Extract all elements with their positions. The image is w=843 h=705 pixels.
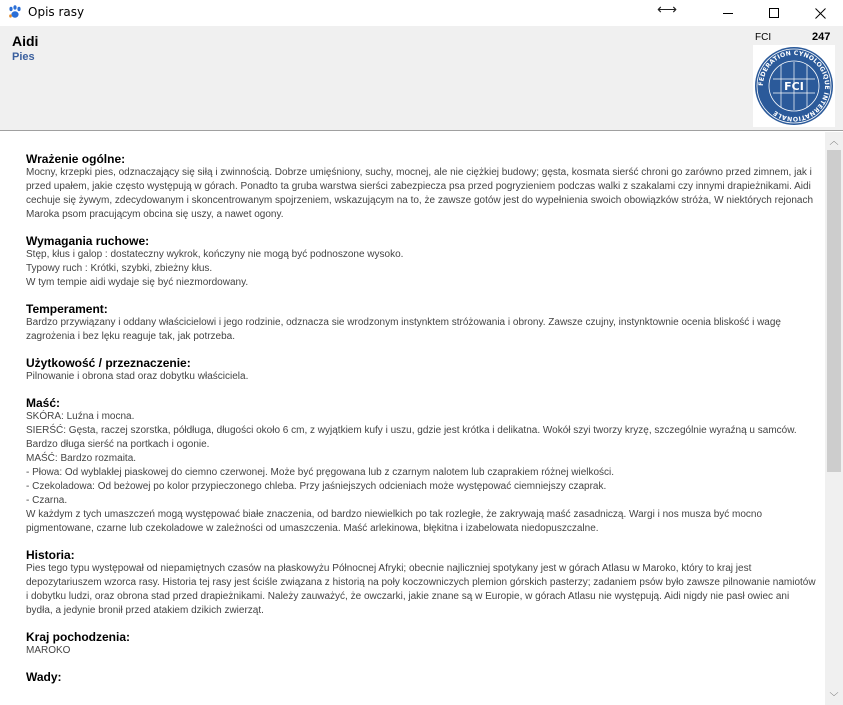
maximize-icon (769, 8, 779, 18)
section-heading: Maść: (26, 396, 61, 410)
section-text: Bardzo przywiązany i oddany właścicielowi i jego rodzinie, odznacza sie wrodzonym instynktem stróżowania i obrony. Zawsze czujny, instynktownie ocenia bliskość i wagę zagrożenia i bez lęku reaguje tak, jak potrzeba. (26, 317, 781, 342)
window-title: Opis rasy (28, 5, 85, 19)
fci-number: 247 (812, 31, 831, 43)
breed-name: Aidi (12, 33, 39, 49)
maximize-button[interactable] (751, 0, 797, 26)
section-text: Stęp, kłus i galop : dostateczny wykrok, kończyny nie mogą być podnoszone wysoko. Typowy ruch : Krótki, szybki, zbieżny kłus. W tym tempie aidi wydaje się być niezmordowany. (26, 249, 404, 288)
scroll-down-button[interactable] (825, 688, 843, 705)
section-heading: Historia: (26, 548, 75, 562)
chevron-up-icon: ︿ (829, 136, 839, 146)
section-text: SKÓRA: Luźna i mocna. SIERŚĆ: Gęsta, raczej szorstka, półdługa, długości około 6 cm, z wyjątkiem kufy i uszu, gdzie jest krótka i delikatna. Wokół szyi tworzy kryzę, szczególnie wyraźną u samców. Bardzo długa sierść na portkach i ogonie. MAŚĆ: Bardzo rozmaita. - Płowa: Od wyblakłej piaskowej do ciemno czerwonej. Może być pręgowana lub z czarnym nalotem lub czaprakiem różnej wielkości. - Czekoladowa: Od beżowej po kolor przypieczonego chleba. Przy jaśniejszych odcieniach może występować ciemniejszy czaprak. - Czarna. W każdym z tych umaszczeń mogą występować białe znaczenia, od bardzo niewielkich po tak rozległe, że zakrywają maść zasadniczą. Wargi i nos musza być mocno pigmentowane, czarne lub czekoladowe w zależności od umaszczenia. Maść arlekinowa, błękitna i izabelowata niedopuszczalne. (26, 411, 797, 534)
vertical-scrollbar[interactable] (825, 132, 843, 705)
section-text: MAROKO (26, 645, 71, 656)
description-section (26, 234, 818, 290)
fci-center-text: FCI (784, 80, 804, 93)
section-heading: Wady: (26, 670, 62, 684)
minimize-button[interactable] (705, 0, 751, 26)
section-heading: Użytkowość / przeznaczenie: (26, 356, 191, 370)
section-heading: Wrażenie ogólne: (26, 152, 126, 166)
description-panel[interactable] (0, 132, 825, 705)
close-icon (815, 8, 826, 19)
fci-label: FCI (755, 32, 772, 43)
fci-logo (753, 45, 835, 127)
breed-header (0, 26, 843, 131)
description-section (26, 302, 818, 344)
section-text: Pies tego typu występował od niepamiętnych czasów na płaskowyżu Północnej Afryki; obecnie najliczniej spotykany jest w górach Atlasu w Maroko, który to kraj jest depozytariuszem wzorca rasy. Historia tej rasy jest ściśle związana z historią na poły koczowniczych plemion górskich pasterzy; zadaniem psów było zawsze pilnowanie namiotów i dobytku ludzi, oraz obrona stad przed drapieżnikami. Należy zauważyć, że owczarki, jakie znane są w Europie, w górach Atlasu nie występują. Aidi nigdy nie pasł owiec ani bydła, a jedynie bronił przed atakiem dzikich zwierząt. (26, 563, 816, 616)
description-section (26, 152, 818, 222)
fci-ring-text: FEDERATION CYNOLOGIQUE INTERNATIONALE (757, 49, 831, 123)
resize-horizontal-icon[interactable]: ⟷ (657, 1, 678, 17)
section-heading: Temperament: (26, 302, 108, 316)
section-heading: Kraj pochodzenia: (26, 630, 131, 644)
description-section (26, 670, 818, 684)
paw-icon (7, 4, 23, 20)
chevron-down-icon: ﹀ (829, 692, 839, 702)
description-section (26, 630, 818, 658)
scroll-up-button[interactable] (825, 132, 843, 149)
minimize-icon (723, 13, 733, 14)
description-section (26, 548, 818, 618)
section-text: Mocny, krzepki pies, odznaczający się siłą i zwinnością. Dobrze umięśniony, suchy, mocnej, ale nie ciężkiej budowy; gęsta, kosmata sierść chroni go zarówno przed zimnem, jak i przed upałem, jakie często występują w górach. Ponadto ta gruba warstwa sierści zabezpiecza psa przed pogryzieniem podczas walki z szakalami czy innymi drapieżnikami. Aidi cechuje się żywym, zdecydowanym i skoncentrowanym spojrzeniem, wskazującym na to, że zawsze gotów jest do wypełnienia swoich obowiązków stróża, W niektórych rejonach Maroka psom pracującym obcina się uszy, a nawet ogony. (26, 167, 814, 220)
sections-container (26, 152, 818, 696)
scroll-thumb[interactable] (827, 150, 841, 472)
section-text: Pilnowanie i obrona stad oraz dobytku właściciela. (26, 371, 249, 382)
section-heading: Wymagania ruchowe: (26, 234, 150, 248)
breed-type: Pies (12, 51, 35, 63)
title-bar[interactable] (0, 0, 843, 26)
description-section (26, 356, 818, 384)
close-button[interactable] (797, 0, 843, 26)
description-section (26, 396, 818, 536)
